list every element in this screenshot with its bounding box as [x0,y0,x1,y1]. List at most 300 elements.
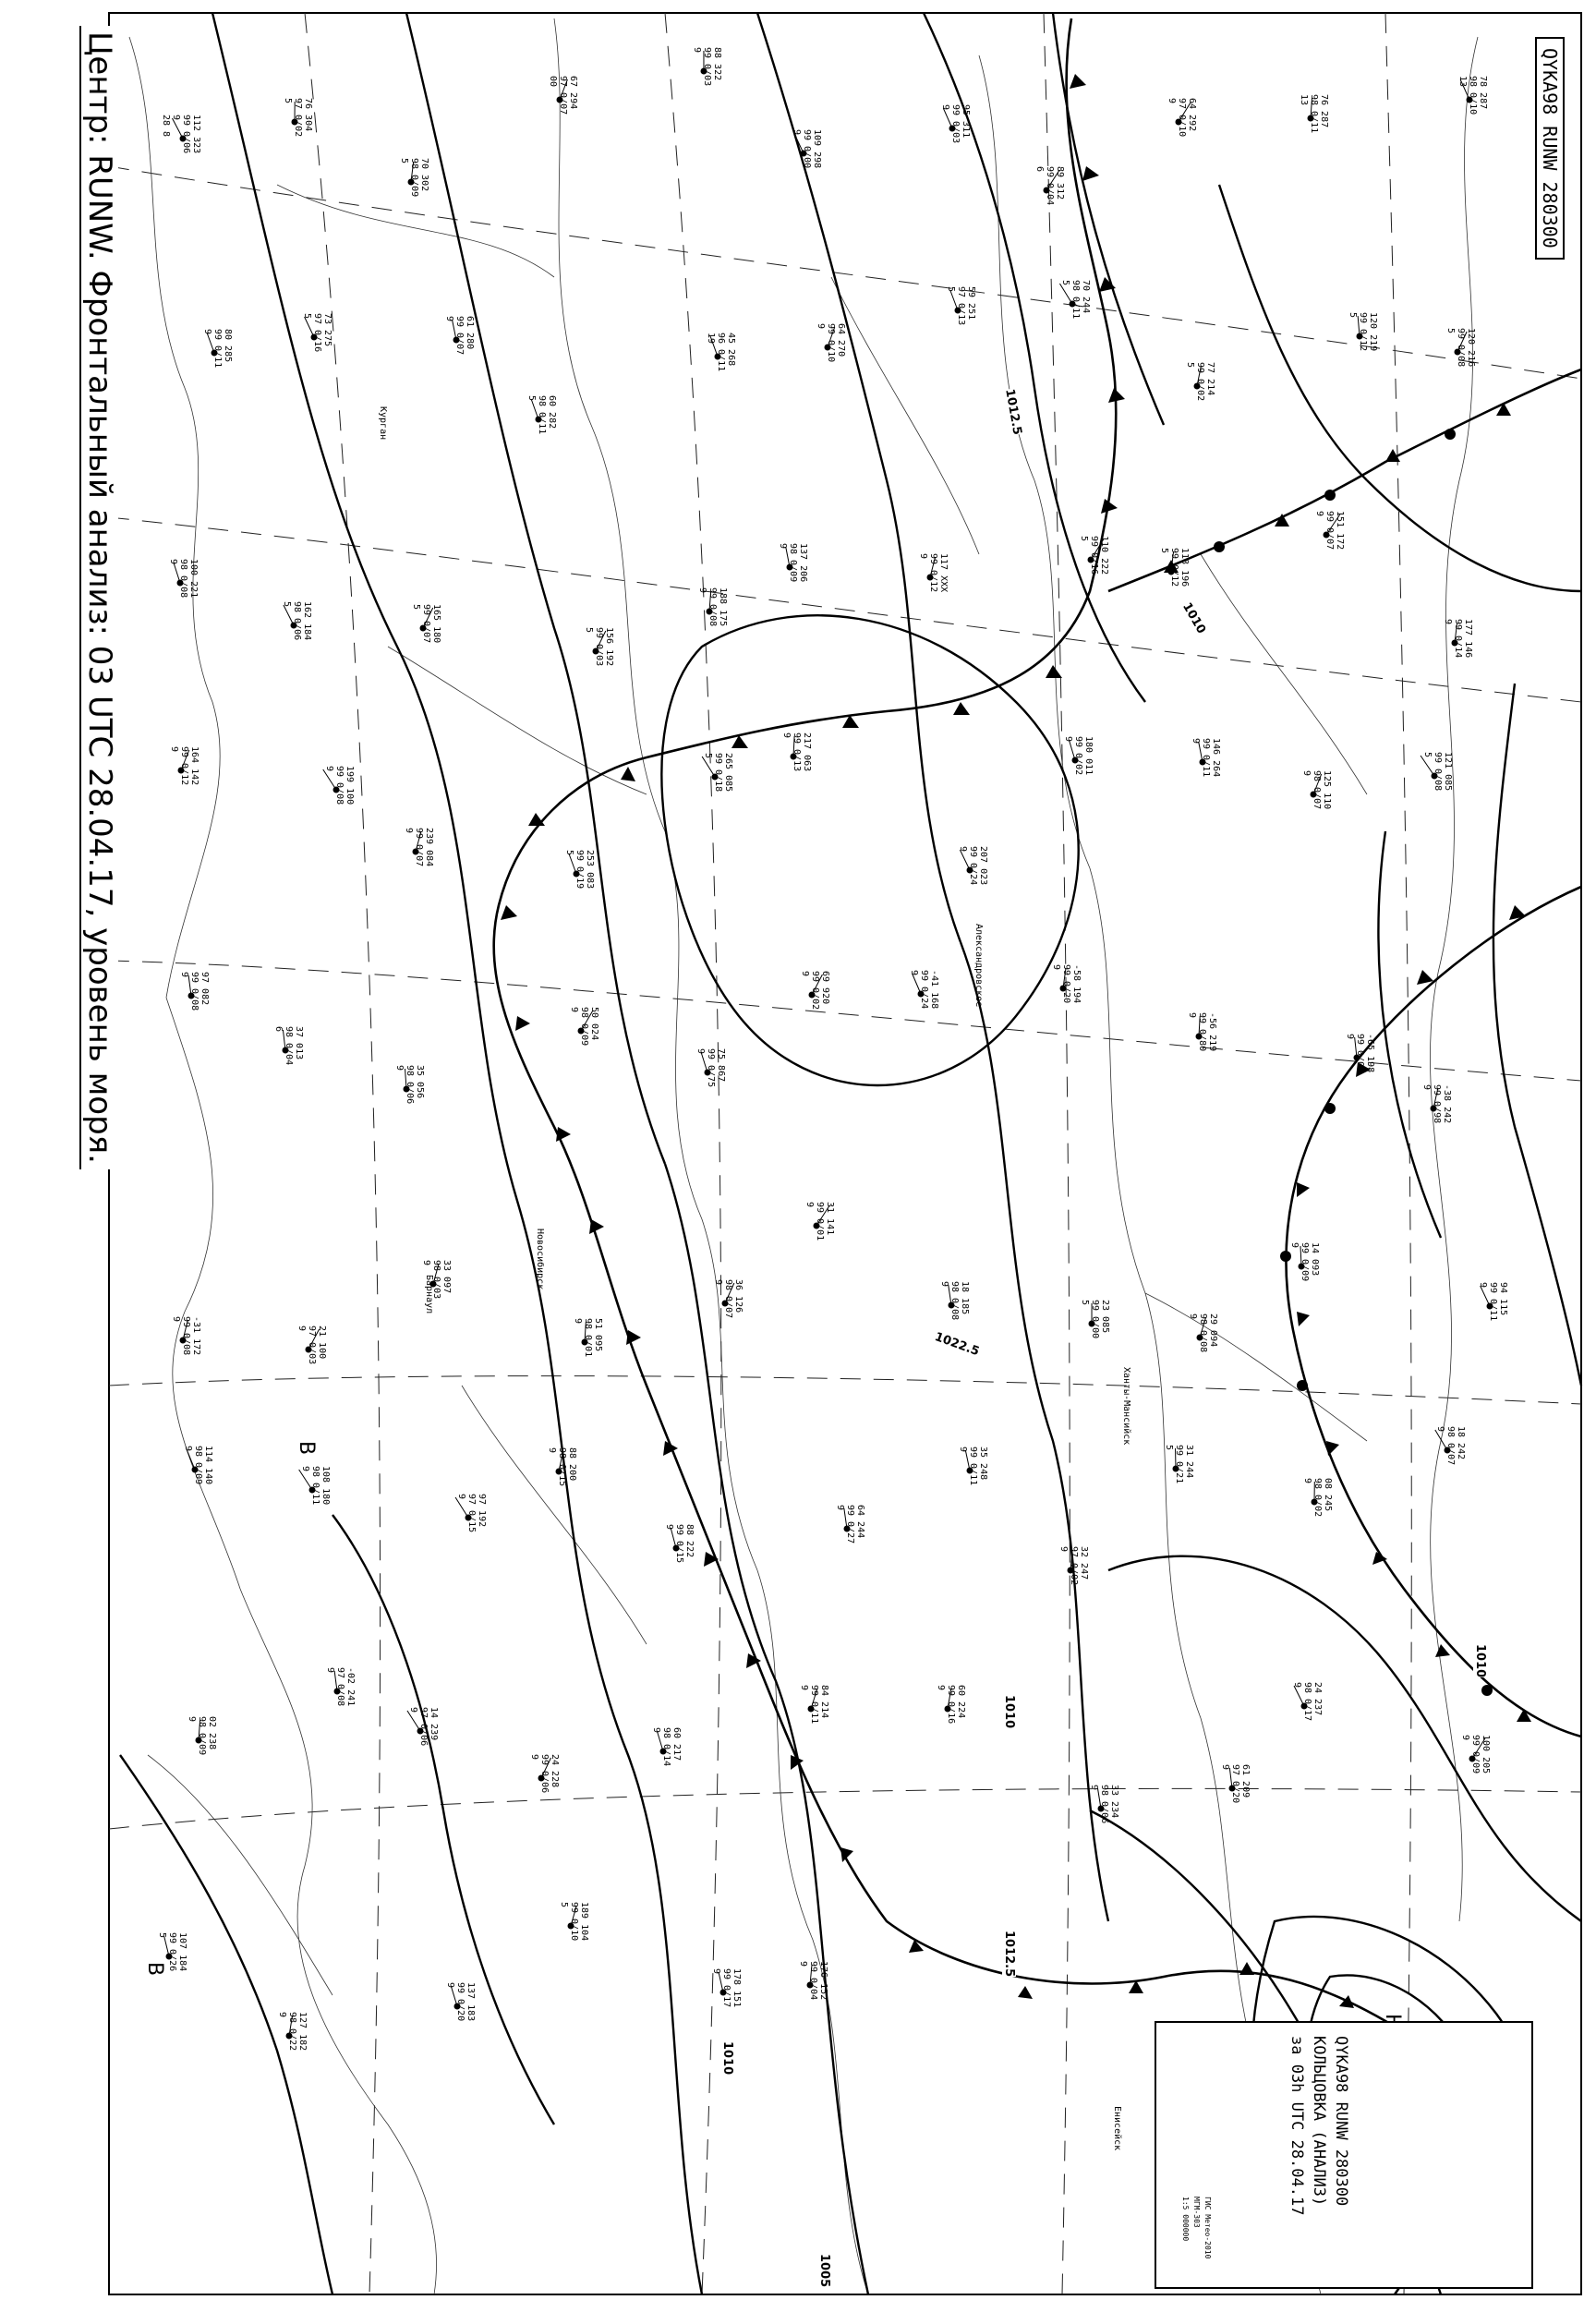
station-value: 99 0/11 [968,1447,978,1486]
station-plot [548,76,578,115]
station-value: 98 0/17 [1302,1682,1312,1722]
station-plot [940,104,971,143]
legend-map-code: МГМ-303 [1192,2197,1201,2228]
station-plot [179,972,210,1011]
station-value: 99 0/98 [1432,1084,1442,1124]
station-value: 98 0/09 [788,543,798,583]
station-value: 9 [404,828,414,834]
station-plot [1292,1682,1323,1721]
station-value: 100 221 [188,559,199,599]
station-value: 97 0/20 [1230,1764,1240,1804]
station-value: 99 0/75 [706,1048,716,1088]
station-value: 29 094 [1208,1313,1218,1348]
station-value: 5 [399,158,409,164]
station-value: 32 247 [1079,1546,1089,1580]
legend-time: за 03h UTC 28.04.17 [1288,2036,1306,2216]
station-value: 165 180 [431,604,441,644]
station-value: 9 [1187,1012,1197,1019]
station-plot [1063,736,1094,775]
place-label: Курган [378,406,388,441]
station-value: 99 0/12 [1358,312,1368,352]
station-value: 207 023 [978,846,988,886]
legend-box [1155,2021,1533,2289]
station-value: 121 085 [1443,752,1453,792]
station-value: 98 0/08 [949,1281,960,1321]
high-center-marker-2: В [295,1441,318,1456]
station-plot [1058,1546,1089,1585]
station-value: 99 0/08 [189,972,200,1011]
station-value: 9 [798,1961,808,1967]
isobar-label: 1010 [1002,1695,1016,1729]
station-plot [404,828,434,866]
station-value: 9 [421,1260,431,1266]
station-value: 6 [1034,166,1045,173]
station-plot [918,553,949,592]
station-value: 61 280 [465,316,475,350]
station-value: 9 [277,2012,287,2018]
station-value: 97 192 [477,1494,487,1528]
station-value: 9 [1345,1034,1355,1040]
station-value: 97 0/02 [293,98,303,138]
station-value: 9 [664,1524,674,1531]
station-value: 84 214 [819,1685,829,1719]
station-value: 189 104 [579,1902,589,1942]
station-plot [282,601,312,640]
station-plot [168,559,199,598]
station-value: 36 126 [733,1279,744,1313]
station-value: 9 [711,1968,721,1975]
station-value: 9 [958,846,968,853]
station-plot [325,1667,356,1706]
station-value: 99 0/09 [1470,1735,1481,1774]
station-plot [394,1065,425,1104]
station-plot [1188,1313,1218,1352]
station-value: 9 [800,971,810,977]
station-value: 60 224 [956,1685,966,1719]
station-plot [800,971,830,1010]
station-value: 9 [778,543,788,550]
station-value: 64 270 [836,323,846,357]
station-value: 98 0/11 [537,395,547,435]
station-value: 9 [569,1007,579,1013]
station-value: 69 920 [820,971,830,1005]
station-value: 37 013 [294,1026,304,1060]
station-plot [444,316,475,355]
station-value: 51 095 [593,1318,603,1352]
station-value: 5 [703,753,713,759]
station-plot [651,1727,682,1766]
station-value: 98 0/10 [1468,76,1478,115]
station-value: 45 268 [726,333,736,367]
station-value: 98 0/14 [661,1727,671,1767]
station-plot [939,1281,970,1320]
station-value: 50 024 [589,1007,599,1041]
station-value: 9 [1089,1785,1099,1791]
station-plot [778,543,808,582]
station-value: 9 [1443,619,1453,625]
station-value: 117 XXX [938,553,949,593]
station-value: 97 0/06 [418,1707,429,1747]
station-value: 98 0/15 [557,1447,567,1487]
station-value: 9 [1460,1735,1470,1741]
map-title: Центр: RUNW. Фронтальный анализ: 03 UTC 28.04.17, уровень моря. [79,26,118,1169]
station-value: 109 298 [812,129,822,169]
station-value: 28 8 [161,115,171,138]
station-value: 9 [940,104,950,111]
station-value: 9 [547,1447,557,1454]
station-value: 98 0/08 [1198,1313,1208,1353]
station-plot [1421,1084,1452,1123]
station-value: 23 085 [1100,1300,1110,1334]
station-value: 9 [804,1202,815,1208]
station-plot [1089,1785,1119,1823]
station-value: 94 115 [1498,1282,1508,1316]
station-value: 99 0/07 [414,828,424,867]
station-value: 5 [157,1932,167,1939]
station-plot [713,1279,744,1318]
legend-scale: 1:5 000000 [1181,2197,1190,2242]
station-value: 9 [187,1716,197,1723]
station-plot [564,850,595,889]
station-value: 6 [273,1026,284,1033]
station-value: 99 0/02 [810,971,820,1011]
station-value: 97 0/02 [1069,1546,1079,1586]
station-plot [1422,752,1453,791]
station-value: 99 0/09 [1300,1242,1310,1282]
station-value: 99 0/21 [1174,1445,1184,1484]
station-plot [1060,280,1091,319]
station-value: 137 183 [466,1982,476,2022]
station-plot [1478,1282,1508,1321]
station-value: 99 0/17 [721,1968,732,2008]
station-value: 99 0/03 [950,104,961,144]
station-value: 99 0/20 [455,1982,466,2022]
place-label: Барнаул [424,1275,434,1314]
isobar-label: 1005 [817,2254,831,2288]
station-value: 217 063 [802,732,812,772]
station-value: 5 [1159,548,1169,554]
station-value: 99 0/00 [1090,1300,1100,1339]
station-plot [792,129,822,168]
station-value: 5 [526,395,537,402]
place-label: Енисейск [1112,2106,1122,2151]
station-value: 5 [584,627,594,634]
station-value: 120 219 [1368,312,1378,352]
station-value: 24 237 [1312,1682,1323,1716]
station-plot [1299,94,1329,133]
station-value: 137 206 [798,543,808,583]
station-value: 5 [302,313,312,320]
station-value: 64 292 [1187,98,1197,132]
station-value: 13 [1299,94,1309,106]
station-value: 9 [697,587,707,594]
station-value: 99 0/24 [919,970,929,1010]
station-plot [300,1466,331,1505]
station-value: 99 0/12 [928,553,938,593]
station-value: 5 [1164,1445,1174,1451]
station-value: 98 0/11 [310,1466,320,1506]
station-value: 265 085 [723,753,733,793]
station-value: 253 083 [585,850,595,890]
station-value: 64 244 [855,1505,865,1539]
station-plot [1302,1478,1333,1517]
station-value: 180 011 [1083,736,1094,776]
station-value: 97 0/15 [466,1494,477,1533]
station-value: 97 0/13 [956,286,966,326]
station-value: 35 248 [978,1447,988,1481]
station-value: 99 0/08 [1433,752,1443,792]
station-plot [1220,1764,1251,1803]
station-value: 9 [1220,1764,1230,1771]
station-value: 99 0/04 [808,1961,818,2001]
station-plot [161,115,201,153]
station-plot [936,1685,966,1724]
station-value: 97 082 [200,972,210,1006]
station-plot [1079,536,1109,575]
station-value: 98 0/04 [284,1026,294,1066]
station-value: 9 [296,1326,307,1332]
station-value: 178 151 [732,1968,742,2008]
station-value: 99 0/07 [1324,511,1335,551]
station-value: 18 185 [960,1281,970,1315]
station-value: 99 0/15 [674,1524,684,1564]
station-plot [706,333,736,371]
station-plot [1348,312,1378,351]
station-value: 98 0/06 [1099,1785,1109,1824]
station-value: 9 [1421,1084,1432,1091]
station-value: 9 [202,329,212,335]
station-value: -56 219 [1207,1012,1217,1052]
station-value: 31 244 [1184,1445,1194,1479]
station-value: 98 0/22 [287,2012,297,2052]
station-plot [1345,1034,1375,1072]
station-plot [692,47,722,86]
station-value: 99 0/24 [968,846,978,886]
station-value: 146 264 [1211,738,1221,778]
station-value: 9 [1063,736,1073,743]
station-plot [816,323,846,362]
station-value: 98 0/07 [723,1279,733,1319]
station-value: 9 [713,1279,723,1286]
station-value: 99 0/01 [815,1202,825,1241]
station-value: 08 245 [1323,1478,1333,1512]
station-value: 9 [171,1316,181,1323]
station-value: 9 [1058,1546,1069,1553]
station-value: 02 238 [207,1716,217,1750]
station-value: -02 241 [345,1667,356,1707]
station-value: 99 0/08 [334,766,345,805]
isobar-label: 1010 [720,2041,734,2076]
station-value: 98 0/03 [431,1260,441,1300]
station-value: 99 0/11 [1201,738,1211,778]
station-value: 99 0/03 [702,47,712,87]
station-value: 98 0/01 [583,1318,593,1358]
station-value: 5 [1060,280,1070,286]
station-value: 99 0/04 [1045,166,1055,206]
station-value: 9 [1188,1313,1198,1320]
station-plot [1051,964,1082,1003]
station-value: 9 [324,766,334,772]
station-plot [408,1707,439,1746]
station-value: 98 0/08 [178,559,188,599]
station-value: 9 [816,323,826,330]
station-value: 9 [394,1065,405,1071]
isobar-label: 1012.5 [1002,1931,1016,1978]
station-plot [445,1982,476,2021]
station-value: 99 0/80 [1197,1012,1207,1052]
station-value: 5 [1422,752,1433,758]
station-plot [569,1007,599,1046]
station-plot [1080,1300,1110,1338]
station-value: 60 282 [547,395,557,430]
station-value: 199 100 [345,766,355,805]
station-value: 98 0/07 [1445,1426,1456,1466]
station-value: 9 [1167,98,1177,104]
station-plot [1443,619,1473,658]
station-value: 112 323 [191,115,201,154]
station-value: 162 184 [302,601,312,641]
station-plot [277,2012,308,2051]
station-value: 5 [559,1902,569,1908]
station-value: 5 [282,601,292,608]
station-value: 5 [411,604,421,611]
station-value: 18 242 [1456,1426,1466,1460]
station-value: 9 [183,1446,193,1452]
station-value: 99 0/11 [1488,1282,1498,1322]
station-value: 120 216 [1466,328,1476,368]
station-value: 99 0/16 [1089,536,1099,575]
station-plot [421,1260,452,1299]
station-value: 31 141 [825,1202,835,1236]
station-value: 176 152 [818,1961,828,2001]
station-value: 9 [1302,1478,1312,1484]
station-value: 99 0/02 [1073,736,1083,776]
station-value: 99 0/02 [1195,362,1205,402]
station-plot [1301,770,1332,809]
station-value: 21 100 [317,1326,327,1360]
station-value: 97 0/07 [558,76,568,115]
station-value: 70 302 [419,158,429,192]
station-value: 59 251 [966,286,976,321]
station-plot [697,587,728,626]
station-plot [171,1316,201,1355]
station-plot [664,1524,695,1563]
station-plot [799,1685,829,1724]
station-value: 99 0/00 [802,129,812,169]
station-plot [187,1716,217,1755]
station-value: 98 0/09 [409,158,419,198]
station-value: 9 [1314,511,1324,517]
station-value: 88 200 [567,1447,577,1482]
station-value: 99 0/03 [594,627,604,667]
isobar-label: 1012.5 [1002,388,1024,437]
station-value: 99 0/10 [569,1902,579,1942]
station-value: 97 0/03 [307,1326,317,1365]
station-value: 14 239 [429,1707,439,1741]
station-value: 99 0/08 [707,587,718,627]
station-value: 9 [936,1685,946,1691]
station-value: 9 [573,1318,583,1325]
station-plot [835,1505,865,1543]
station-value: 9 [1435,1426,1445,1433]
station-value: 99 0/13 [792,732,802,772]
station-plot [411,604,441,643]
station-value: 100 205 [1481,1735,1491,1774]
station-value: 95 311 [961,104,971,139]
station-value: 96 0/11 [716,333,726,372]
station-value: 80 285 [223,329,233,363]
station-plot [781,732,812,771]
station-value: 9 [781,732,792,739]
station-value: 9 [179,972,189,978]
station-value: 99 0/11 [212,329,223,369]
station-plot [456,1494,487,1532]
station-value: 164 142 [189,746,200,786]
station-value: 5 [1348,312,1358,319]
station-value: 24 228 [550,1754,560,1788]
station-plot [1185,362,1215,401]
station-value: 9 [692,47,702,54]
station-value: 9 [1289,1242,1300,1249]
station-value: 99 0/07 [454,316,465,356]
station-plot [909,970,939,1009]
station-plot [1164,1445,1194,1483]
station-value: -38 242 [1442,1084,1452,1124]
station-value: -65 198 [1365,1034,1375,1073]
station-value: 9 [792,129,802,136]
station-value: 19 [706,333,716,345]
station-value: 33 234 [1109,1785,1119,1819]
station-plot [296,1326,327,1364]
station-plot [324,766,355,805]
station-value: 98 0/07 [1312,770,1322,810]
station-value: 99 0/19 [574,850,585,890]
station-value: 97 0/10 [1177,98,1187,138]
place-label: Александровское [973,924,984,1008]
station-value: 9 [529,1754,539,1761]
station-value: 156 192 [604,627,614,667]
place-label: Новосибирск [535,1229,545,1290]
station-plot [202,329,233,368]
station-value: 9 [408,1707,418,1713]
station-plot [559,1902,589,1941]
station-value: 9 [918,553,928,560]
station-value: 99 0/11 [809,1685,819,1725]
station-value: 98 0/11 [1309,94,1319,134]
station-plot [804,1202,835,1241]
station-plot [1435,1426,1466,1465]
station-value: -58 194 [1071,964,1082,1004]
station-value: 107 184 [177,1932,187,1972]
station-value: 99 0/26 [167,1932,177,1972]
station-value: 73 275 [322,313,332,347]
station-value: 9 [168,559,178,565]
station-value: 99 0/27 [845,1505,855,1544]
station-plot [399,158,429,197]
station-value: 9 [169,746,179,753]
station-value: 108 180 [320,1466,331,1506]
isobar-label: 1022.5 [932,1330,982,1360]
station-plot [584,627,614,666]
station-value: 76 287 [1319,94,1329,128]
station-value: 110 222 [1099,536,1109,575]
station-value: 9 [300,1466,310,1472]
station-plot [1167,98,1197,137]
station-plot [1457,76,1488,115]
station-plot [1289,1242,1320,1281]
station-value: 9 [909,970,919,976]
station-value: 67 294 [568,76,578,110]
